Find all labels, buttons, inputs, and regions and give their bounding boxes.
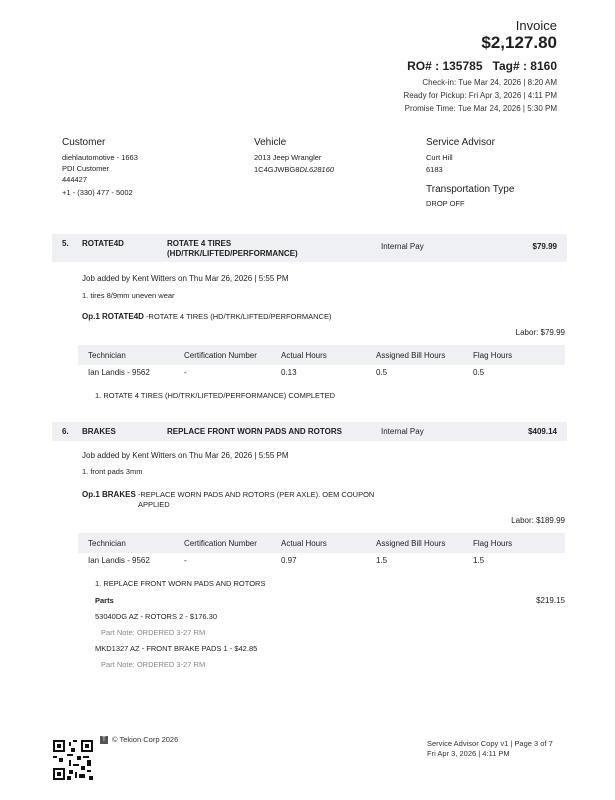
job-amount: $409.14 (528, 427, 557, 436)
table-row (78, 550, 565, 568)
ro-number: RO# : 135785 (407, 59, 483, 73)
job-code: BRAKES (82, 427, 116, 436)
promise-time: Promise Time: Tue Mar 24, 2026 | 5:30 PM (404, 104, 557, 113)
col-assigned: Assigned Bill Hours (376, 351, 446, 360)
col-technician: Technician (88, 539, 126, 548)
op-desc-2: APPLIED (138, 500, 170, 509)
tech-cert: - (184, 556, 187, 565)
vehicle-model: 2013 Jeep Wrangler (254, 153, 322, 162)
job-pay-type: Internal Pay (381, 427, 424, 436)
vehicle-vin (254, 165, 334, 174)
col-technician: Technician (88, 351, 126, 360)
op-code: Op.1 ROTATE4D (82, 312, 144, 321)
footer-copyright: © Tekion Corp 2026 (112, 735, 179, 744)
col-cert: Certification Number (184, 351, 257, 360)
part-note: Part Note: ORDERED 3-27 RM (101, 628, 206, 637)
labor-amount: Labor: $189.99 (511, 516, 565, 525)
op-line (82, 490, 374, 499)
job-header-5 (52, 234, 567, 262)
job-concern: 1. tires 8/9mm uneven wear (82, 291, 175, 300)
job-story: 1. ROTATE 4 TIRES (HD/TRK/LIFTED/PERFORMANCE) COMPLETED (95, 391, 336, 400)
transport-heading: Transportation Type (426, 184, 515, 195)
parts-total: $219.15 (536, 596, 565, 605)
tech-assigned: 1.5 (376, 556, 388, 565)
tech-actual: 0.13 (281, 368, 297, 377)
parts-label: Parts (95, 596, 114, 605)
col-flag: Flag Hours (473, 539, 513, 548)
footer-printed: Fri Apr 3, 2026 | 4:11 PM (427, 749, 510, 758)
col-assigned: Assigned Bill Hours (376, 539, 446, 548)
tekion-logo-icon: T (100, 736, 108, 744)
vin-prefix: 1C4GJWBG8 (254, 165, 300, 174)
op-desc: -REPLACE WORN PADS AND ROTORS (PER AXLE). OEM COUPON (137, 490, 375, 499)
tech-flag: 1.5 (473, 556, 485, 565)
job-concern: 1. front pads 3mm (82, 467, 143, 476)
customer-type: PDI Customer (62, 164, 110, 173)
customer-heading: Customer (62, 137, 106, 148)
col-flag: Flag Hours (473, 351, 513, 360)
col-cert: Certification Number (184, 539, 257, 548)
invoice-total: $2,127.80 (481, 33, 557, 52)
op-code: Op.1 BRAKES (82, 490, 136, 499)
footer-copy-info: Service Advisor Copy v1 | Page 3 of 7 (427, 739, 553, 748)
part-line: 53040DG AZ - ROTORS 2 - $176.30 (95, 612, 218, 621)
tech-flag: 0.5 (473, 368, 485, 377)
tech-name: Ian Landis - 9562 (88, 368, 150, 377)
col-actual: Actual Hours (281, 539, 327, 548)
ready-pickup-time: Ready for Pickup: Fri Apr 3, 2026 | 4:11 PM (403, 91, 557, 100)
vin-suffix: DL628160 (299, 165, 335, 174)
job-number: 5. (62, 239, 69, 248)
tech-actual: 0.97 (281, 556, 297, 565)
job-amount: $79.99 (532, 242, 557, 251)
job-code: ROTATE4D (82, 239, 124, 248)
job-description: ROTATE 4 TIRES (167, 239, 232, 248)
customer-phone: +1 - (330) 477 - 5002 (62, 188, 133, 197)
job-added-by: Job added by Kent Witters on Thu Mar 26, 2026 | 5:55 PM (82, 274, 289, 283)
customer-number: 444427 (62, 175, 88, 184)
job-added-by: Job added by Kent Witters on Thu Mar 26, 2026 | 5:55 PM (82, 451, 289, 460)
job-story: 1. REPLACE FRONT WORN PADS AND ROTORS (95, 579, 266, 588)
advisor-heading: Service Advisor (426, 137, 495, 148)
job-number: 6. (62, 427, 69, 436)
job-description: REPLACE FRONT WORN PADS AND ROTORS (167, 427, 342, 436)
job-pay-type: Internal Pay (381, 242, 424, 251)
ro-tag-line (397, 59, 557, 73)
part-line: MKD1327 AZ - FRONT BRAKE PADS 1 - $42.85 (95, 644, 258, 653)
tech-assigned: 0.5 (376, 368, 388, 377)
check-in-time: Check-in: Tue Mar 24, 2026 | 8:20 AM (422, 78, 557, 87)
col-actual: Actual Hours (281, 351, 327, 360)
job-header-6 (52, 422, 567, 441)
tech-cert: - (184, 368, 187, 377)
advisor-id: 6183 (426, 165, 443, 174)
labor-amount: Labor: $79.99 (515, 328, 565, 337)
advisor-name: Curt Hill (426, 153, 453, 162)
invoice-label: Invoice (515, 18, 557, 33)
op-line (82, 312, 331, 321)
transport-value: DROP OFF (426, 199, 465, 208)
tag-number: Tag# : 8160 (492, 59, 557, 73)
customer-account: diehlautomotive - 1663 (62, 153, 138, 162)
table-row (78, 362, 565, 380)
vehicle-heading: Vehicle (254, 137, 287, 148)
job-description-2: (HD/TRK/LIFTED/PERFORMANCE) (167, 249, 298, 258)
part-note: Part Note: ORDERED 3-27 RM (101, 660, 206, 669)
op-desc: -ROTATE 4 TIRES (HD/TRK/LIFTED/PERFORMANCE) (146, 312, 332, 321)
qr-code-icon (53, 740, 93, 780)
tech-name: Ian Landis - 9562 (88, 556, 150, 565)
